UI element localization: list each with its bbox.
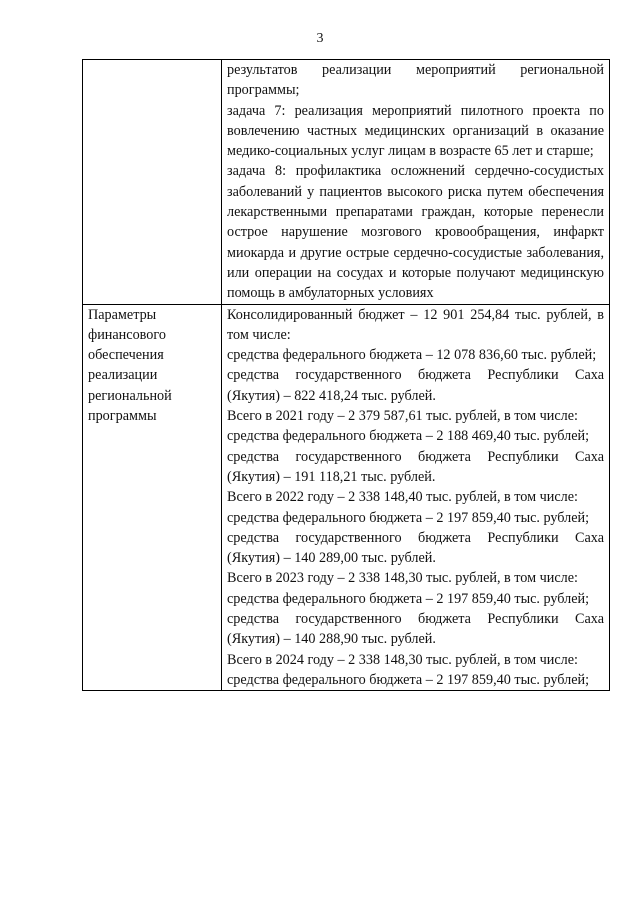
paragraph: средства федерального бюджета – 12 078 836,60 тыс. рублей; [227, 347, 597, 364]
label-line: реализации [88, 367, 158, 384]
paragraph: средства государственного бюджета Республики Саха (Якутия) – 140 288,90 тыс. рублей. [227, 611, 604, 648]
paragraph: Всего в 2024 году – 2 338 148,30 тыс. рублей, в том числе: [227, 651, 579, 668]
label-line: региональной [88, 387, 172, 404]
page-number: 3 [316, 31, 324, 46]
table-row [83, 304, 610, 691]
paragraph: задача 7: реализация мероприятий пилотного проекта по вовлечению частных медицинских организаций в оказание медико-социальных услуг лицам в возрасте 65 лет и старше; [227, 102, 604, 160]
paragraph: средства федерального бюджета – 2 197 859,40 тыс. рублей; [227, 509, 590, 526]
paragraph: задача 8: профилактика осложнений сердечно-сосудистых заболеваний у пациентов высокого риска путем обеспечения лекарственными препаратами граждан, которые перенесли острое нарушение мозгового кровообращения, инфаркт миокарда и другие острые сердечно-сосудистые заболевания, или операции на сосудах и которые получают медицинскую помощь в амбулаторных условиях [227, 163, 604, 302]
table-row [83, 60, 610, 305]
label-line: Параметры [88, 306, 157, 323]
row-content-cell [222, 60, 610, 305]
program-passport-table [82, 59, 610, 691]
label-line: обеспечения [88, 347, 164, 364]
paragraph: результатов реализации мероприятий региональной программы; [227, 62, 604, 99]
paragraph: средства федерального бюджета – 2 197 859,40 тыс. рублей; [227, 671, 590, 688]
paragraph: Всего в 2021 году – 2 379 587,61 тыс. рублей, в том числе: [227, 408, 579, 425]
paragraph: средства федерального бюджета – 2 188 469,40 тыс. рублей; [227, 428, 590, 445]
label-line: финансового [88, 326, 166, 343]
paragraph: средства государственного бюджета Республики Саха (Якутия) – 822 418,24 тыс. рублей. [227, 367, 604, 404]
paragraph: средства государственного бюджета Республики Саха (Якутия) – 140 289,00 тыс. рублей. [227, 529, 604, 567]
paragraph: средства государственного бюджета Республики Саха (Якутия) – 191 118,21 тыс. рублей. [227, 448, 604, 485]
paragraph: Всего в 2022 году – 2 338 148,40 тыс. рублей, в том числе: [227, 489, 579, 506]
paragraph: Всего в 2023 году – 2 338 148,30 тыс. рублей, в том числе: [227, 570, 579, 587]
row-content-cell [222, 304, 610, 691]
label-line: программы [88, 408, 157, 425]
row-label-cell [83, 60, 222, 305]
paragraph: средства федерального бюджета – 2 197 859,40 тыс. рублей; [227, 590, 590, 607]
paragraph: Консолидированный бюджет – 12 901 254,84 тыс. рублей, в том числе: [227, 306, 604, 343]
row-label-cell [83, 304, 222, 691]
